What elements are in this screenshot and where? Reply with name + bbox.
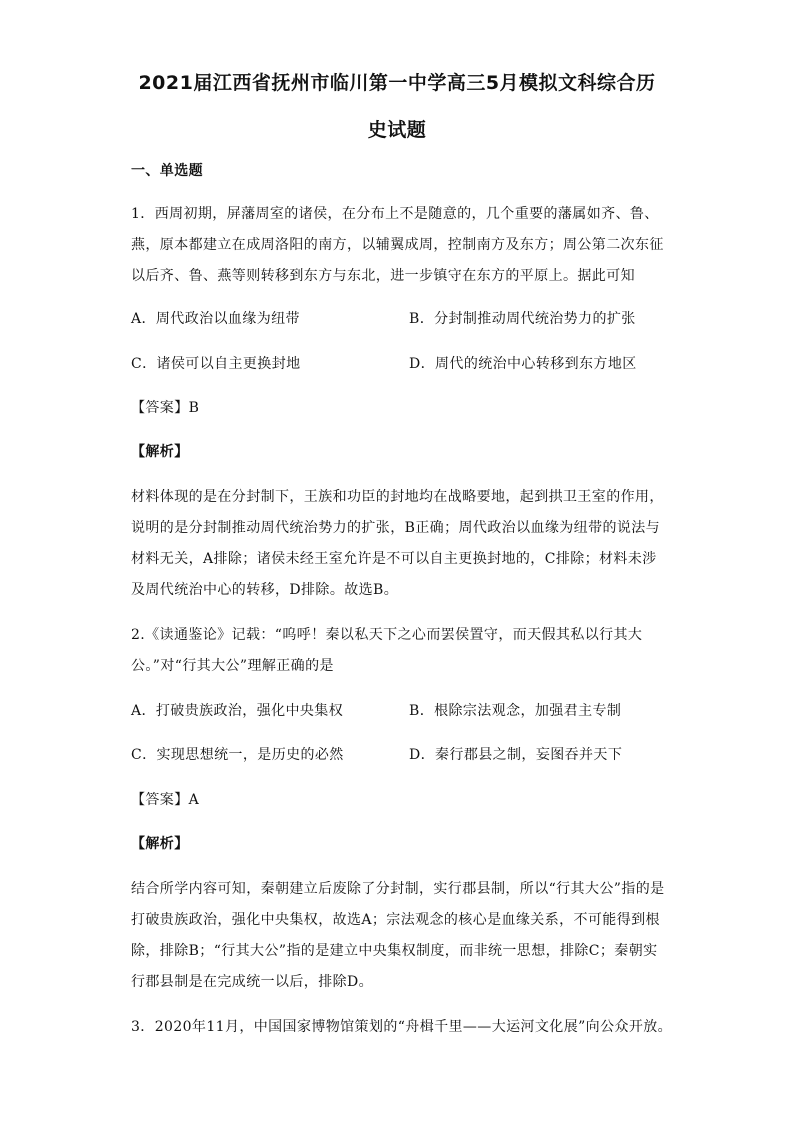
q1-option-c: C．诸侯可以自主更换封地 (131, 356, 301, 372)
document-title-line2: 史试题 (367, 119, 427, 141)
q2-analysis-line3: 除，排除B；“行其大公”指的是建立中央集权制度，而非统一思想，排除C；秦朝实 (131, 943, 658, 959)
section-heading: 一、单选题 (131, 163, 203, 179)
q1-option-b: B．分封制推动周代统治势力的扩张 (409, 311, 636, 327)
q1-stem-line2: 燕，原本都建立在成周洛阳的南方，以辅翼成周，控制南方及东方；周公第二次东征 (131, 237, 664, 253)
q2-analysis-label: 【解析】 (131, 836, 189, 852)
q2-answer: 【答案】A (131, 792, 200, 808)
q2-analysis-line4: 行郡县制是在完成统一以后，排除D。 (131, 974, 374, 990)
q1-analysis-line3: 材料无关，A排除；诸侯未经王室允许是不可以自主更换封地的，C排除；材料未涉 (131, 551, 657, 567)
q2-option-a: A．打破贵族政治，强化中央集权 (131, 703, 344, 719)
q2-option-d: D．秦行郡县之制，妄图吞并天下 (409, 747, 623, 763)
q1-analysis-line2: 说明的是分封制推动周代统治势力的扩张，B正确；周代政治以血缘为纽带的说法与 (131, 520, 661, 536)
q1-option-d: D．周代的统治中心转移到东方地区 (409, 356, 637, 372)
q1-analysis-line1: 材料体现的是在分封制下，王族和功臣的封地均在战略要地，起到拱卫王室的作用， (131, 489, 664, 505)
q2-stem-line2: 公。”对“行其大公”理解正确的是 (131, 658, 334, 674)
document-title-line1: 2021届江西省抚州市临川第一中学高三5月模拟文科综合历 (138, 72, 656, 94)
q1-analysis-label: 【解析】 (131, 444, 189, 460)
q2-stem-line1: 2.《读通鉴论》记载：“呜呼！秦以私天下之心而罢侯置守，而天假其私以行其大 (131, 627, 643, 643)
q1-stem-line1: 1．西周初期，屏藩周室的诸侯，在分布上不是随意的，几个重要的藩属如齐、鲁、 (131, 206, 659, 222)
q1-stem-line3: 以后齐、鲁、燕等则转移到东方与东北，进一步镇守在东方的平原上。据此可知 (131, 268, 635, 284)
q1-analysis-line4: 及周代统治中心的转移，D排除。故选B。 (131, 582, 399, 598)
q2-analysis-line2: 打破贵族政治，强化中央集权，故选A；宗法观念的核心是血缘关系，不可能得到根 (131, 912, 660, 928)
q1-option-a: A．周代政治以血缘为纽带 (131, 311, 300, 327)
q1-answer: 【答案】B (131, 400, 200, 416)
q3-stem-line1: 3．2020年11月，中国国家博物馆策划的“舟楫千里——大运河文化展”向公众开放。 (131, 1019, 673, 1035)
q2-option-b: B．根除宗法观念，加强君主专制 (409, 703, 622, 719)
q2-option-c: C．实现思想统一，是历史的必然 (131, 747, 344, 763)
q2-analysis-line1: 结合所学内容可知，秦朝建立后废除了分封制，实行郡县制，所以“行其大公”指的是 (131, 881, 665, 897)
